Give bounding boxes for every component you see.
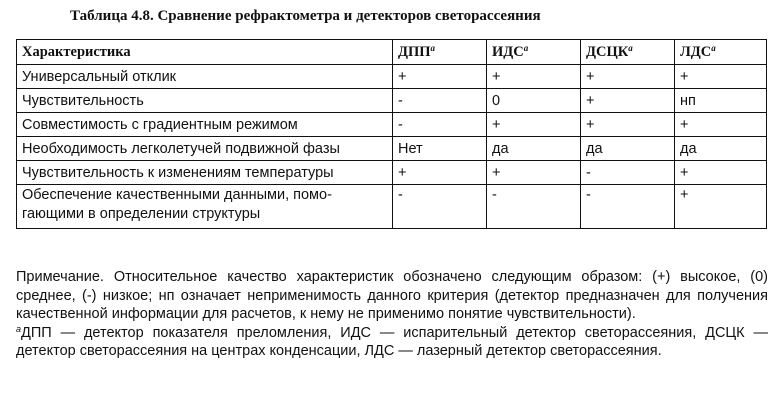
cell-ids: + (487, 161, 581, 185)
table-row (17, 89, 767, 113)
header-dsck: ДСЦК$^a$ (581, 40, 675, 65)
cell-ids: 0 (487, 89, 581, 113)
cell-ids: - (487, 185, 581, 229)
cell-ids: да (487, 137, 581, 161)
footnote-marker: a (628, 43, 633, 53)
cell-lds: + (675, 185, 767, 229)
cell-dpp: Нет (393, 137, 487, 161)
note-paragraph: Примечание. Относительное качество характеристик обозначено следующим образом: (+) высокое, (0) среднее, (-) низкое; нп означает неприменимость данного критерия (детектор предназначен для получения качественной информации для расчетов, к нему не применимо понятие чувствительности). (16, 269, 768, 322)
row-feature: Необходимость легколетучей подвижной фазы (17, 137, 393, 161)
table-caption-number: Таблица 4.8. (70, 8, 154, 24)
cell-dsck: + (581, 113, 675, 137)
header-lds: ЛДС$^a$ (675, 40, 767, 65)
cell-lds: + (675, 65, 767, 89)
footnote-paragraph (16, 324, 768, 361)
cell-lds: + (675, 161, 767, 185)
table-note (16, 268, 768, 361)
row-feature: Чувствительность (17, 89, 393, 113)
table-header-row (17, 40, 767, 65)
row-feature: Универсальный отклик (17, 65, 393, 89)
table-row (17, 113, 767, 137)
cell-dpp: - (393, 89, 487, 113)
cell-dsck: + (581, 89, 675, 113)
cell-dpp: - (393, 185, 487, 229)
cell-lds: нп (675, 89, 767, 113)
row-feature: Чувствительность к изменениям температуры (17, 161, 393, 185)
footnote-marker: a (16, 323, 22, 334)
cell-dsck: + (581, 65, 675, 89)
row-feature: Обеспечение качественными данными, помо-гающими в определении структуры (17, 185, 393, 229)
comparison-table (16, 39, 767, 229)
header-dpp: ДПП$^a$ (393, 40, 487, 65)
cell-dsck: - (581, 185, 675, 229)
table-row (17, 161, 767, 185)
cell-dsck: да (581, 137, 675, 161)
table-row (17, 185, 767, 229)
cell-dpp: - (393, 113, 487, 137)
row-feature: Совместимость с градиентным режимом (17, 113, 393, 137)
footnote-text: ДПП — детектор показателя преломления, ИДС — испарительный детектор светорассеяния, ДСЦК — детектор светорассеяния на центрах конденсации, ЛДС — лазерный детектор светорассеяния. (16, 324, 768, 359)
cell-ids: + (487, 113, 581, 137)
table-caption (70, 6, 541, 26)
cell-ids: + (487, 65, 581, 89)
cell-dsck: - (581, 161, 675, 185)
cell-lds: да (675, 137, 767, 161)
footnote-marker: a (430, 43, 436, 53)
table-row (17, 65, 767, 89)
table-caption-text: Сравнение рефрактометра и детекторов светорассеяния (157, 8, 541, 24)
cell-lds: + (675, 113, 767, 137)
footnote-marker: a (523, 43, 529, 53)
header-characteristic: Характеристика (17, 40, 393, 65)
table-row (17, 137, 767, 161)
cell-dpp: + (393, 65, 487, 89)
cell-dpp: + (393, 161, 487, 185)
header-ids: ИДС$^a$ (487, 40, 581, 65)
footnote-marker: a (711, 43, 716, 53)
